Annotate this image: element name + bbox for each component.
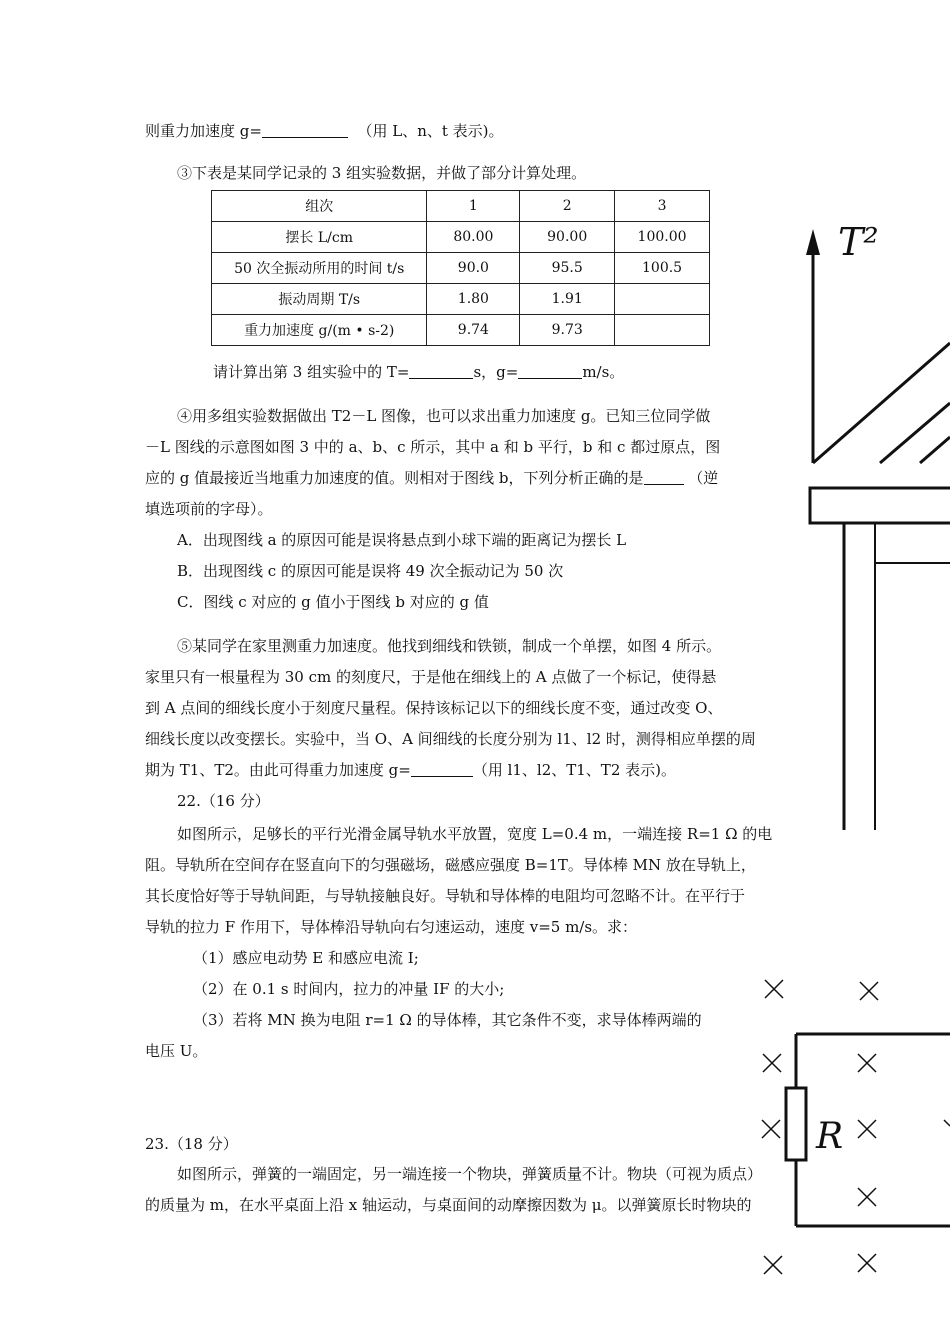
answer-line-g-pre: 则重力加速度 g= bbox=[145, 122, 262, 140]
answer-blank bbox=[409, 363, 473, 379]
table-row bbox=[212, 222, 710, 253]
field-x-icon bbox=[858, 1054, 876, 1072]
field-x-icon bbox=[860, 982, 878, 1000]
answer-blank bbox=[411, 761, 473, 777]
q22-sub-2: （2）在 0.1 s 时间内，拉力的冲量 IF 的大小; bbox=[193, 980, 505, 998]
q3-intro: ③下表是某同学记录的 3 组实验数据，并做了部分计算处理。 bbox=[177, 164, 587, 182]
table-cell: 80.00 bbox=[427, 222, 520, 253]
q22-sub-3-cont: 电压 U。 bbox=[145, 1042, 208, 1060]
support-beam bbox=[810, 488, 950, 523]
q22-para-3: 其长度恰好等于导轨间距，与导轨接触良好。导轨和导体棒的电阻均可忽略不计。在平行于 bbox=[145, 887, 746, 905]
answer-blank bbox=[644, 469, 684, 485]
q5-line-3: 到 A 点间的细线长度小于刻度尺量程。保持该标记以下的细线长度不变，通过改变 O、 bbox=[145, 699, 723, 717]
field-x-icon bbox=[944, 1120, 950, 1126]
table-cell: 1.80 bbox=[427, 284, 520, 315]
graph-line-c bbox=[920, 437, 950, 463]
table-cell: 9.73 bbox=[520, 315, 615, 346]
q22-para-2: 阻。导轨所在空间存在竖直向下的匀强磁场，磁感应强度 B=1T。导体棒 MN 放在导轨上， bbox=[145, 856, 756, 874]
graph-line-b bbox=[880, 403, 950, 463]
q5-line-5-pre: 期为 T1、T2。由此可得重力加速度 g= bbox=[145, 761, 411, 779]
table-cell: 95.5 bbox=[520, 253, 615, 284]
option-a: A．出现图线 a 的原因可能是误将悬点到小球下端的距离记为摆长 L bbox=[177, 531, 627, 549]
field-x-icon bbox=[763, 1054, 781, 1072]
q4-line-3-pre: 应的 g 值最接近当地重力加速度的值。则相对于图线 b，下列分析正确的是 bbox=[145, 469, 644, 487]
answer-line-g-post: （用 L、n、t 表示)。 bbox=[357, 122, 504, 140]
q4-line-3 bbox=[145, 468, 718, 488]
q22-para-1: 如图所示，足够长的平行光滑金属导轨水平放置，宽度 L=0.4 m，一端连接 R=1 Ω 的电 bbox=[177, 825, 773, 843]
q23-para-1: 如图所示，弹簧的一端固定，另一端连接一个物块，弹簧质量不计。物块（可视为质点） bbox=[177, 1165, 763, 1183]
answer-blank bbox=[262, 122, 348, 138]
pendulum-support-figure bbox=[800, 478, 950, 838]
experiment-data-table bbox=[211, 190, 710, 346]
table-cell: 9.74 bbox=[427, 315, 520, 346]
q5-line-5 bbox=[145, 760, 676, 780]
field-x-icon bbox=[858, 1188, 876, 1206]
table-cell: 50 次全振动所用的时间 t/s bbox=[212, 253, 427, 284]
magnetic-circuit-figure bbox=[750, 970, 950, 1290]
q22-sub-3: （3）若将 MN 换为电阻 r=1 Ω 的导体棒，其它条件不变，求导体棒两端的 bbox=[193, 1011, 702, 1029]
field-x-icon bbox=[858, 1120, 876, 1138]
table-cell: 90.00 bbox=[520, 222, 615, 253]
resistor-label: R bbox=[816, 1116, 844, 1157]
field-x-icon bbox=[764, 1256, 782, 1274]
graph-axis-label: T² bbox=[838, 220, 879, 264]
q5-line-5-post: （用 l1、l2、T1、T2 表示)。 bbox=[472, 761, 676, 779]
field-x-icon bbox=[762, 1120, 780, 1138]
option-c: C．图线 c 对应的 g 值小于图线 b 对应的 g 值 bbox=[177, 593, 489, 611]
field-x-icon bbox=[765, 980, 783, 998]
q4-line-1: ④用多组实验数据做出 T2－L 图像，也可以求出重力加速度 g。已知三位同学做 bbox=[177, 407, 711, 425]
answer-line-g bbox=[145, 121, 504, 141]
table-cell bbox=[615, 315, 710, 346]
table-cell: 1 bbox=[427, 191, 520, 222]
q23-para-2: 的质量为 m，在水平桌面上沿 x 轴运动，与桌面间的动摩擦因数为 μ。以弹簧原长时物块的 bbox=[145, 1196, 752, 1214]
q4-line-2: －L 图线的示意图如图 3 中的 a、b、c 所示，其中 a 和 b 平行，b 和 c 都过原点，图 bbox=[145, 438, 721, 456]
table-cell: 100.5 bbox=[615, 253, 710, 284]
resistor-symbol bbox=[786, 1088, 806, 1160]
q4-line-3-post: （逆 bbox=[688, 469, 719, 487]
q5-line-1: ⑤某同学在家里测重力加速度。他找到细线和铁锁，制成一个单摆，如图 4 所示。 bbox=[177, 637, 722, 655]
t2-l-graph-figure bbox=[780, 205, 950, 470]
graph-line-a bbox=[813, 343, 950, 463]
q22-heading: 22.（16 分） bbox=[177, 792, 270, 810]
table-cell: 90.0 bbox=[427, 253, 520, 284]
option-b: B．出现图线 c 的原因可能是误将 49 次全振动记为 50 次 bbox=[177, 562, 564, 580]
q22-para-4: 导轨的拉力 F 作用下，导体棒沿导轨向右匀速运动，速度 v=5 m/s。求： bbox=[145, 918, 638, 936]
calc-line bbox=[213, 362, 624, 382]
calc-line-pre: 请计算出第 3 组实验中的 T= bbox=[213, 363, 410, 381]
answer-blank bbox=[518, 363, 582, 379]
q5-line-4: 细线长度以改变摆长。实验中，当 O、A 间细线的长度分别为 l1、l2 时，测得相应单摆的周 bbox=[145, 730, 756, 748]
table-row bbox=[212, 253, 710, 284]
field-x-icon bbox=[858, 1254, 876, 1272]
table-cell: 100.00 bbox=[615, 222, 710, 253]
table-cell: 1.91 bbox=[520, 284, 615, 315]
table-cell bbox=[615, 284, 710, 315]
table-row bbox=[212, 284, 710, 315]
calc-line-post: m/s。 bbox=[582, 363, 625, 381]
table-cell: 振动周期 T/s bbox=[212, 284, 427, 315]
table-cell: 重力加速度 g/(m • s-2) bbox=[212, 315, 427, 346]
q4-line-4: 填选项前的字母）。 bbox=[145, 500, 273, 518]
table-cell: 3 bbox=[615, 191, 710, 222]
q22-sub-1: （1）感应电动势 E 和感应电流 I; bbox=[193, 949, 419, 967]
table-header-row bbox=[212, 191, 710, 222]
q5-line-2: 家里只有一根量程为 30 cm 的刻度尺，于是他在细线上的 A 点做了一个标记，使得悬 bbox=[145, 668, 717, 686]
table-row bbox=[212, 315, 710, 346]
table-cell: 摆长 L/cm bbox=[212, 222, 427, 253]
q23-heading: 23.（18 分） bbox=[145, 1135, 238, 1153]
table-cell: 组次 bbox=[212, 191, 427, 222]
graph-y-arrow bbox=[806, 229, 820, 255]
table-cell: 2 bbox=[520, 191, 615, 222]
calc-line-mid: s，g= bbox=[473, 363, 519, 381]
